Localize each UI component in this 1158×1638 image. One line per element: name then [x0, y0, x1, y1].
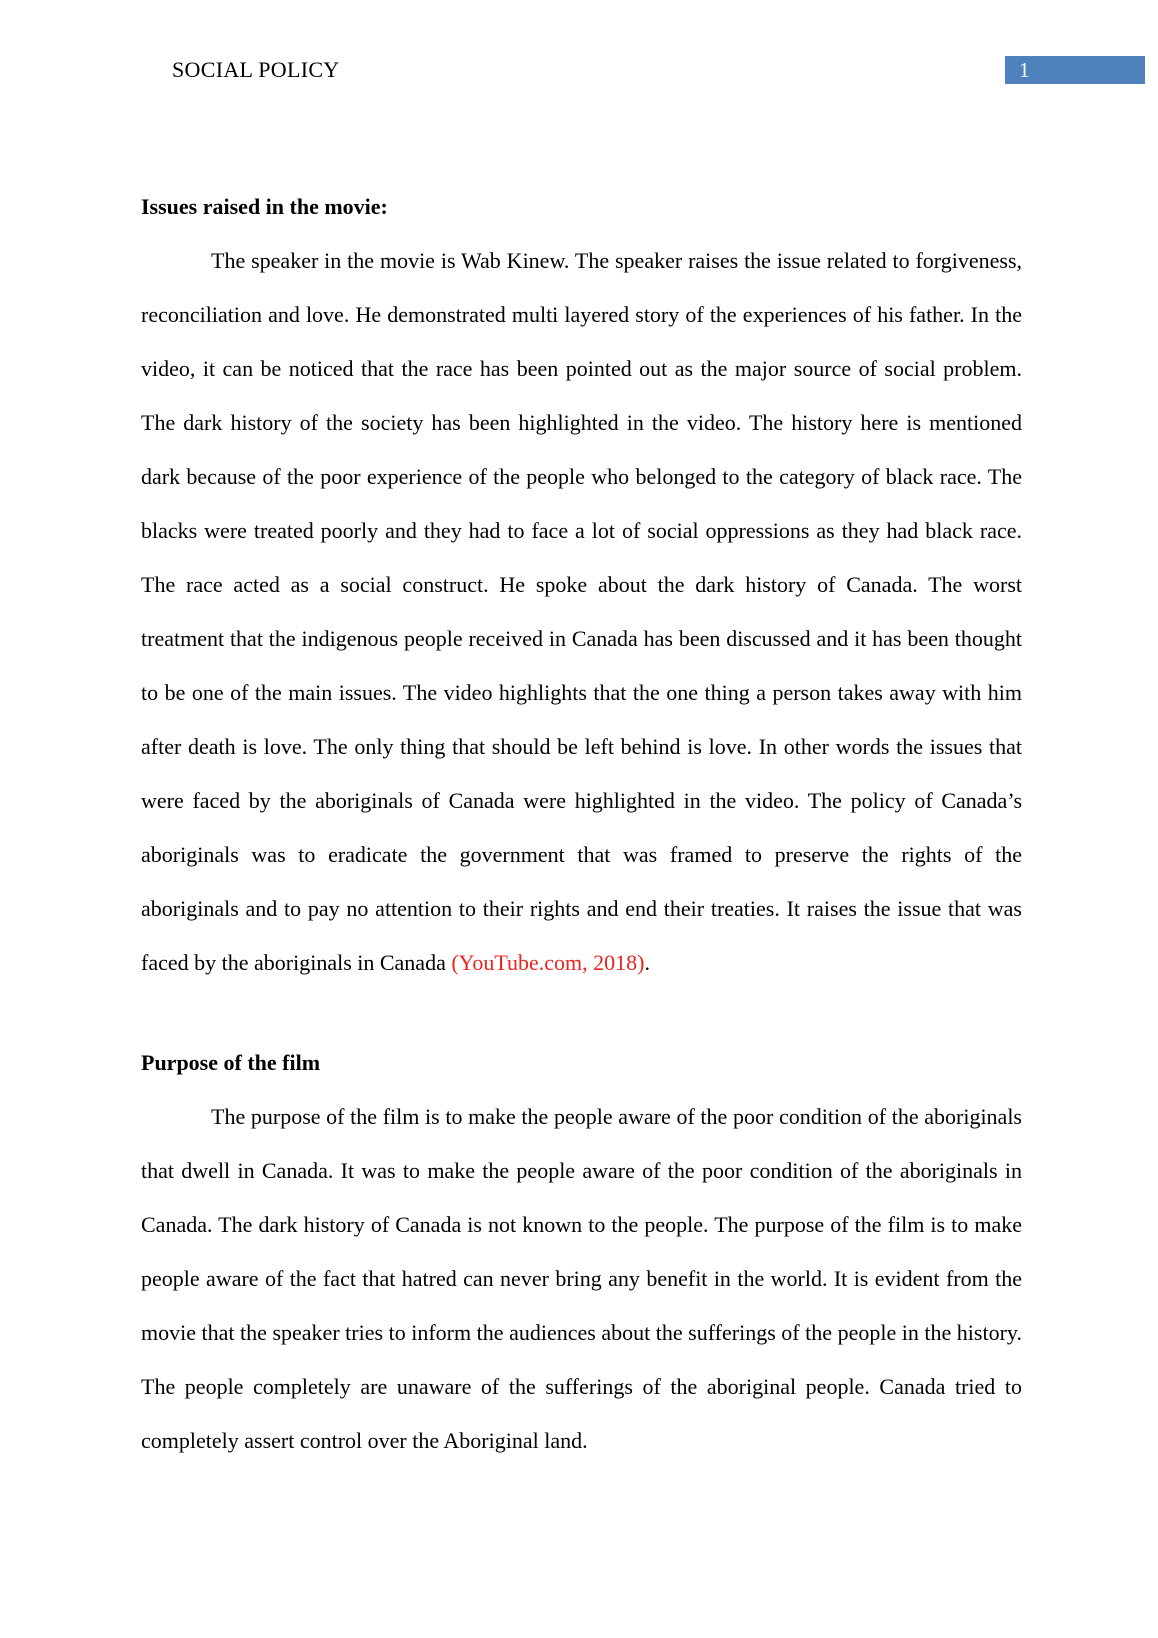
paragraph-issues — [141, 234, 1022, 990]
section-heading-issues: Issues raised in the movie: — [141, 194, 388, 219]
section-heading-purpose: Purpose of the film — [141, 1050, 321, 1075]
paragraph-issues-text: The speaker in the movie is Wab Kinew. The speaker raises the issue related to forgiveness, reconciliation and love. He demonstrated multi layered story of the experiences of his father. In the video, it can be noticed that the race has been pointed out as the major source of social problem. The dark history of the society has been highlighted in the video. The history here is mentioned dark because of the poor experience of the people who belonged to the category of black race. The blacks were treated poorly and they had to face a lot of social oppressions as they had black race. The race acted as a social construct. He spoke about the dark history of Canada. The worst treatment that the indigenous people received in Canada has been discussed and it has been thought to be one of the main issues. The video highlights that the one thing a person takes away with him after death is love. The only thing that should be left behind is love. In other words the issues that were faced by the aboriginals of Canada were highlighted in the video. The policy of Canada’s aboriginals was to eradicate the government that was framed to preserve the rights of the aboriginals and to pay no attention to their rights and end their treaties. It raises the issue that was faced by the aboriginals in Canada — [141, 248, 1022, 975]
end-punctuation: . — [644, 950, 650, 975]
paragraph-purpose — [141, 1090, 1022, 1468]
page-number: 1 — [1005, 56, 1145, 84]
citation: (YouTube.com, 2018) — [451, 950, 645, 975]
running-head: SOCIAL POLICY — [172, 57, 340, 82]
document-body — [141, 180, 1022, 1468]
section-gap — [141, 990, 1022, 1036]
paragraph-purpose-text: The purpose of the film is to make the people aware of the poor condition of the aboriginals that dwell in Canada. It was to make the people aware of the poor condition of the aboriginals in Canada. The dark history of Canada is not known to the people. The purpose of the film is to make people aware of the fact that hatred can never bring any benefit in the world. It is evident from the movie that the speaker tries to inform the audiences about the sufferings of the people in the history. The people completely are unaware of the sufferings of the aboriginal people. Canada tried to completely assert control over the Aboriginal land. — [141, 1104, 1022, 1453]
